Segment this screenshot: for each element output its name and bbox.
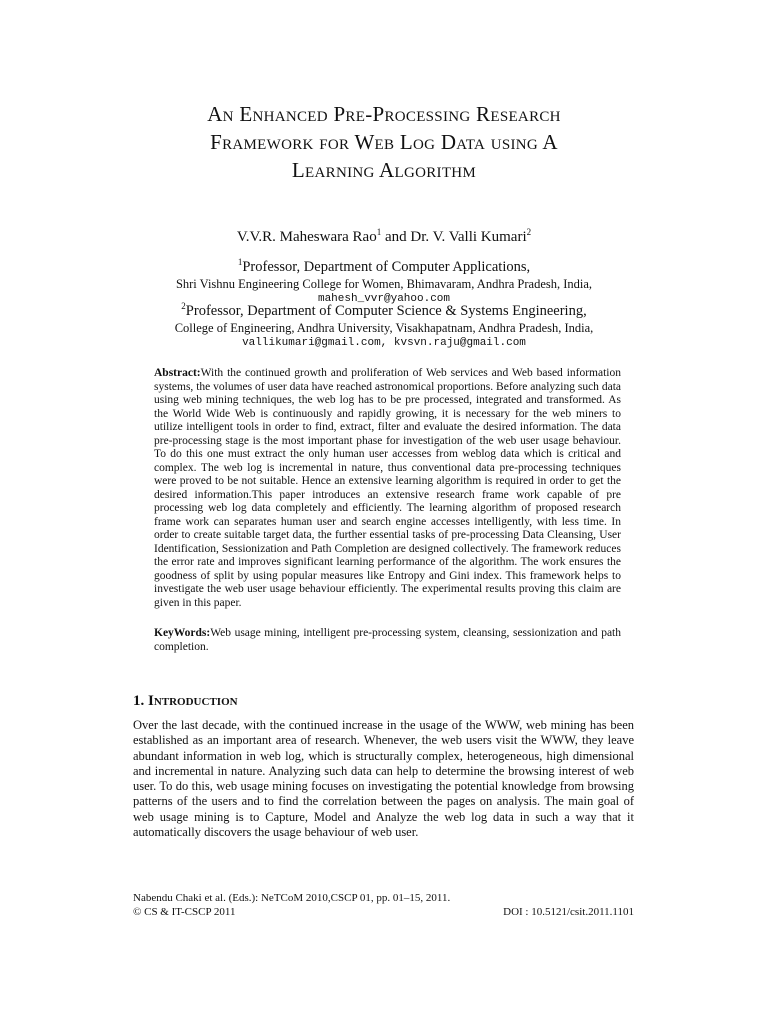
affiliation-2 (0, 302, 768, 351)
abstract (154, 367, 621, 610)
paper-title (60, 100, 708, 184)
footer-citation (133, 891, 450, 919)
affiliation-email-2[interactable]: vallikumari@gmail.com, kvsvn.raju@gmail.com (242, 337, 526, 349)
abstract-label: Abstract: (154, 367, 201, 379)
affiliation-email-1[interactable]: mahesh_vvr@yahoo.com (317, 293, 451, 305)
affiliation-institution-2: College of Engineering, Andhra University, Visakhapatnam, Andhra Pradesh, India, (174, 321, 594, 335)
introduction-paragraph: Over the last decade, with the continued increase in the usage of the WWW, web mining has been established as an important area of research. Whenever, the web users visit the WWW, they leave abundant information in web log, which is structurally complex, heterogeneous, high dimensional and incremental in nature. Analyzing such data can help to determine the browsing interest of web user. To do this, web usage mining focuses on investigating the potential knowledge from browsing patterns of the users and to find the correlation between the pages on analysis. The main goal of web usage mining is to Capture, Model and Analyze the web log data in such a way that it automatically discovers the usage behaviour of web user. (133, 718, 634, 840)
footer-doi[interactable]: DOI : 10.5121/csit.2011.1101 (503, 906, 634, 918)
keywords-label: KeyWords: (154, 627, 211, 639)
affiliation-institution-1: Shri Vishnu Engineering College for Women, Bhimavaram, Andhra Pradesh, India, (175, 277, 593, 291)
affiliation-1 (0, 258, 768, 307)
footer-copyright: © CS & IT-CSCP 2011 (133, 906, 236, 918)
affiliation-sup-1: 1 (237, 257, 243, 268)
title-line-1: An Enhanced Pre-Processing Research (207, 102, 561, 126)
author-name-1: V.V.R. Maheswara Rao (236, 229, 377, 245)
affiliation-role-2: Professor, Department of Computer Science & Systems Engineering, (185, 303, 587, 319)
title-line-2: Framework for Web Log Data using A (210, 130, 558, 154)
abstract-text: With the continued growth and proliferation of Web services and Web based information systems, the volumes of user data have reached astronomical proportions. Before analyzing such data using web mining techniques, the web log has to be pre processed, integrated and transformed. As the World Wide Web is continuously and rapidly growing, it is necessary for the web miners to utilize intelligent tools in order to find, extract, filter and evaluate the desired information. The data pre-processing stage is the most important phase for investigation of the web user usage behaviour. To do this one must extract the only human user accesses from weblog data which is critical and complex. The web log is incremental in nature, thus conventional data pre-processing techniques were proved to be not suitable. Hence an extensive learning algorithm is required in order to get the desired information.This paper introduces an extensive research frame work capable of pre processing web log data completely and efficiently. The learning algorithm of proposed research frame work can separates human user and search engine accesses intelligently, with less time. In order to create suitable target data, the further essential tasks of pre-processing Data Cleansing, User Identification, Sessionization and Path Completion are designed collectively. The framework reduces the error rate and improves significant learning performance of the algorithm. The work ensures the goodness of split by using popular measures like Entropy and Gini index. This framework helps to investigate the web user usage behaviour efficiently. The experimental results proving this claim are given in this paper. (154, 367, 621, 609)
title-line-3: Learning Algorithm (291, 158, 477, 182)
author-sup-2: 2 (526, 227, 532, 237)
section-heading-introduction: 1. Introduction (133, 693, 238, 709)
author-conjunction: and (381, 229, 411, 245)
keywords-text: Web usage mining, intelligent pre-processing system, cleansing, sessionization and path completion. (154, 627, 621, 653)
footer-citation-text: Nabendu Chaki et al. (Eds.): NeTCoM 2010,CSCP 01, pp. 01–15, 2011. (133, 892, 451, 904)
author-sup-1: 1 (376, 227, 382, 237)
affiliation-sup-2: 2 (181, 301, 186, 312)
author-line (0, 228, 768, 246)
keywords (154, 626, 621, 654)
author-name-2: Dr. V. Valli Kumari (410, 229, 527, 245)
affiliation-role-1: Professor, Department of Computer Applications, (242, 259, 531, 275)
